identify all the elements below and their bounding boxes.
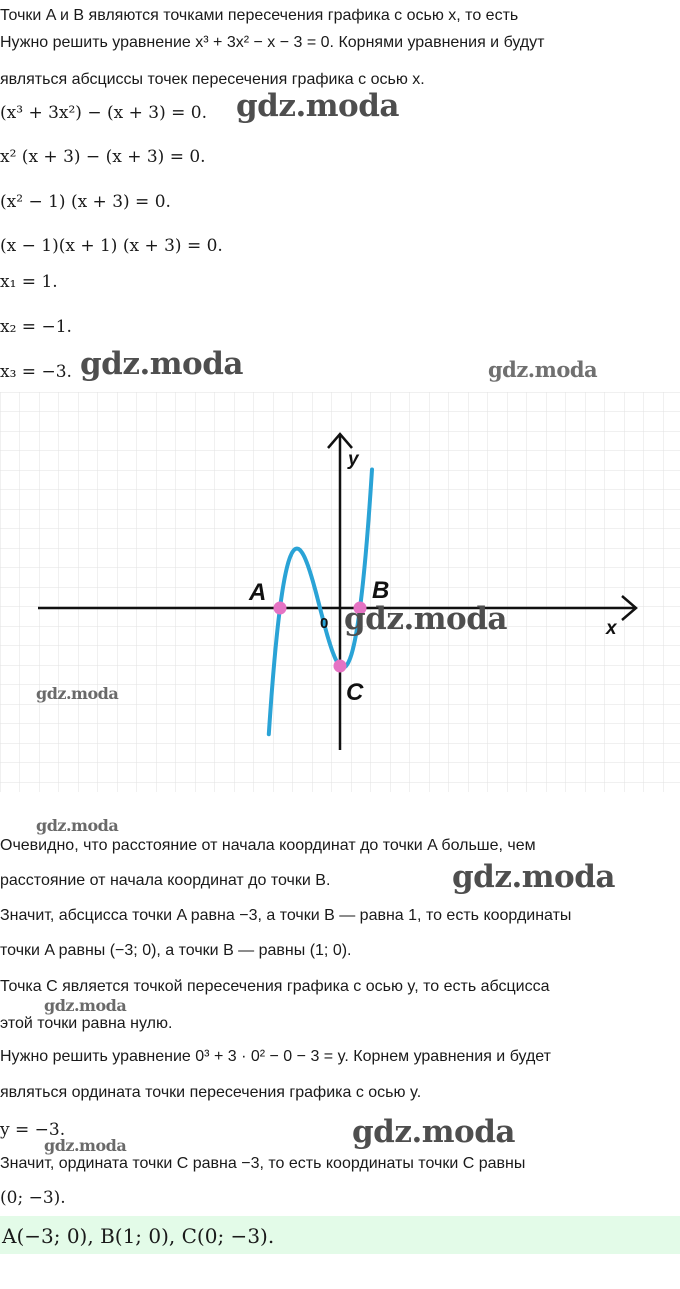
root-2: x₂ = −1. xyxy=(0,317,72,337)
text-para-10: Значит, ордината точки C равна −3, то есть координаты точки C равны xyxy=(0,1155,526,1172)
text-para-6: этой точки равна нулю. xyxy=(0,1015,173,1032)
x-axis-label: x xyxy=(606,618,617,639)
text-para-7: Нужно решить уравнение 0³ + 3 · 0² − 0 − 3 = y. Корнем уравнения и будет xyxy=(0,1048,551,1065)
point-c-marker xyxy=(334,660,347,673)
watermark-logo: gdz.moda xyxy=(36,684,119,703)
watermark-logo: gdz.moda xyxy=(44,996,127,1015)
watermark-logo: gdz.moda xyxy=(80,346,243,382)
text-para-1: Очевидно, что расстояние от начала координат до точки A больше, чем xyxy=(0,837,536,854)
cubic-graph-figure xyxy=(0,392,680,792)
text-para-3: Значит, абсцисса точки A равна −3, а точки B — равна 1, то есть координаты xyxy=(0,907,572,924)
point-b-label: B xyxy=(372,577,390,604)
text-line-1: Точки A и B являются точками пересечения графика с осью x, то есть xyxy=(0,7,519,24)
watermark-logo: gdz.moda xyxy=(452,859,615,895)
watermark-logo: gdz.moda xyxy=(352,1114,515,1150)
watermark-logo: gdz.moda xyxy=(344,601,507,637)
text-line-2: Нужно решить уравнение x³ + 3x² − x − 3 = 0. Корнями уравнения и будут xyxy=(0,34,545,51)
equation-1: (x³ + 3x²) − (x + 3) = 0. xyxy=(0,103,207,123)
watermark-logo: gdz.moda xyxy=(488,357,598,382)
watermark-logo: gdz.moda xyxy=(36,816,119,835)
watermark-logo: gdz.moda xyxy=(236,88,399,124)
text-para-8: являться ордината точки пересечения графика с осью y. xyxy=(0,1084,422,1101)
origin-label: 0 xyxy=(320,615,329,632)
equation-3: (x² − 1) (x + 3) = 0. xyxy=(0,192,171,212)
text-para-9: y = −3. xyxy=(0,1120,66,1140)
point-a-label: A xyxy=(249,579,267,606)
text-para-11: (0; −3). xyxy=(0,1188,66,1208)
text-para-2: расстояние от начала координат до точки B. xyxy=(0,872,331,889)
root-3: x₃ = −3. xyxy=(0,362,72,382)
point-c-label: C xyxy=(346,679,364,706)
text-line-3: являться абсциссы точек пересечения графика с осью x. xyxy=(0,71,425,88)
y-axis-label: y xyxy=(348,449,359,470)
watermark-logo: gdz.moda xyxy=(44,1136,127,1155)
equation-2: x² (x + 3) − (x + 3) = 0. xyxy=(0,147,206,167)
equation-4: (x − 1)(x + 1) (x + 3) = 0. xyxy=(0,236,223,256)
answer-text: A(−3; 0), B(1; 0), C(0; −3). xyxy=(2,1224,275,1248)
answer-box xyxy=(0,1216,680,1254)
point-a-marker xyxy=(274,602,287,615)
text-para-5: Точка C является точкой пересечения графика с осью y, то есть абсцисса xyxy=(0,978,550,995)
root-1: x₁ = 1. xyxy=(0,272,58,292)
text-para-4: точки A равны (−3; 0), а точки B — равны (1; 0). xyxy=(0,942,352,959)
